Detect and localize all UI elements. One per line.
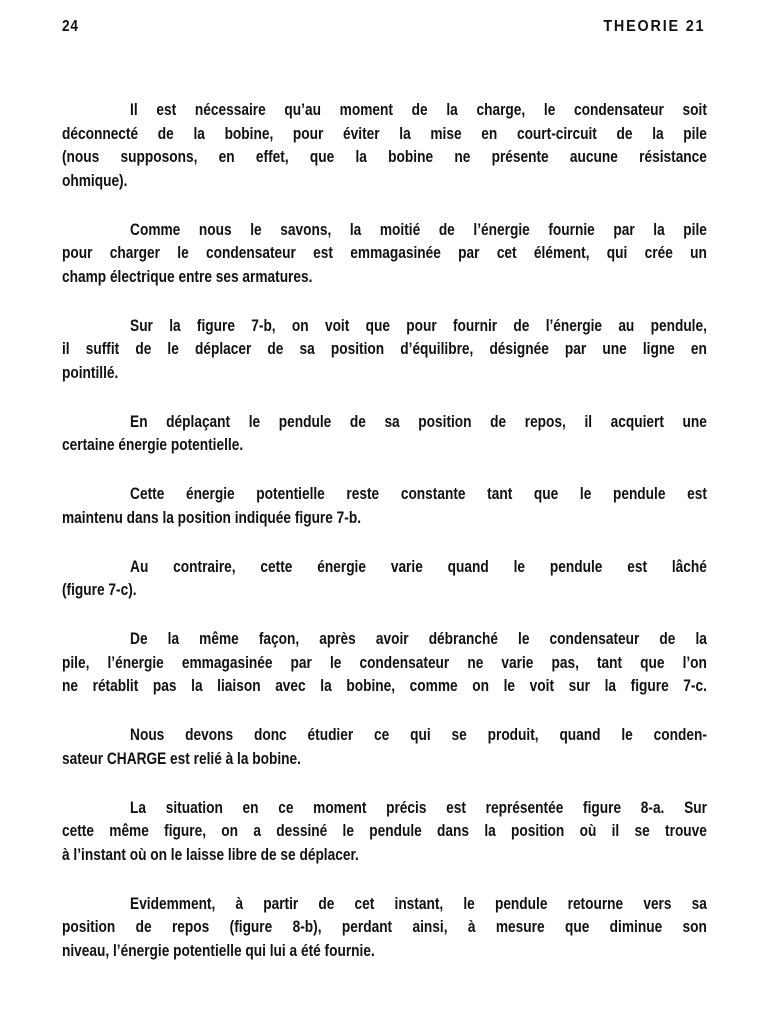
text-line: La situation en ce moment précis est représentée figure 8-a. Sur <box>130 798 707 817</box>
text-line: pointillé. <box>62 363 119 382</box>
text-line: ohmique). <box>62 171 128 190</box>
text-line: champ électrique entre ses armatures. <box>62 267 313 286</box>
text-line: position de repos (figure 8-b), perdant ainsi, à mesure que diminue son <box>62 918 707 936</box>
text-line: Au contraire, cette énergie varie quand le pendule est lâché <box>130 557 707 576</box>
text-line: maintenu dans la position indiquée figure 7-b. <box>62 508 362 527</box>
body-text <box>62 99 707 989</box>
text-line: pile, l’énergie emmagasinée par le condensateur ne varie pas, tant que l’on <box>62 653 707 672</box>
text-line: Cette énergie potentielle reste constante tant que le pendule est <box>130 485 707 503</box>
text-line: certaine énergie potentielle. <box>62 436 244 454</box>
text-line: De la même façon, après avoir débranché le condensateur de la <box>130 630 707 648</box>
text-line: Evidemment, à partir de cet instant, le pendule retourne vers sa <box>130 894 707 913</box>
paragraph <box>62 99 707 193</box>
text-line: ne rétablit pas la liaison avec la bobine, comme on le voit sur la figure 7-c. <box>62 677 707 695</box>
paragraph <box>62 483 707 530</box>
text-line: à l’instant où on le laisse libre de se déplacer. <box>62 845 359 864</box>
text-line: (nous supposons, en effet, que la bobine ne présente aucune résistance <box>62 148 707 166</box>
text-line: Sur la figure 7-b, on voit que pour fournir de l’énergie au pendule, <box>130 316 707 335</box>
paragraph <box>62 219 707 290</box>
paragraph <box>62 893 707 964</box>
text-line: (figure 7-c). <box>62 581 137 599</box>
text-line: niveau, l’énergie potentielle qui lui a été fournie. <box>62 941 375 960</box>
text-line: il suffit de le déplacer de sa position d’équilibre, désignée par une ligne en <box>62 340 707 358</box>
text-line: Comme nous le savons, la moitié de l’énergie fournie par la pile <box>130 220 707 239</box>
paragraph <box>62 556 707 603</box>
running-title: THEORIE 21 <box>602 18 705 35</box>
text-line: Il est nécessaire qu’au moment de la charge, le condensateur soit <box>130 101 707 119</box>
paragraph <box>62 628 707 699</box>
page-header <box>62 18 705 40</box>
paragraph <box>62 797 707 868</box>
paragraph <box>62 411 707 458</box>
text-line: pour charger le condensateur est emmagasinée par cet élément, qui crée un <box>62 244 707 262</box>
paragraph <box>62 315 707 386</box>
page-number: 24 <box>62 18 79 35</box>
paragraph <box>62 724 707 771</box>
text-line: sateur CHARGE est relié à la bobine. <box>62 749 301 768</box>
text-line: Nous devons donc étudier ce qui se produit, quand le conden- <box>130 726 707 744</box>
text-line: En déplaçant le pendule de sa position de repos, il acquiert une <box>130 412 707 431</box>
text-line: cette même figure, on a dessiné le pendule dans la position où il se trouve <box>62 822 707 840</box>
text-line: déconnecté de la bobine, pour éviter la mise en court-circuit de la pile <box>62 124 707 143</box>
